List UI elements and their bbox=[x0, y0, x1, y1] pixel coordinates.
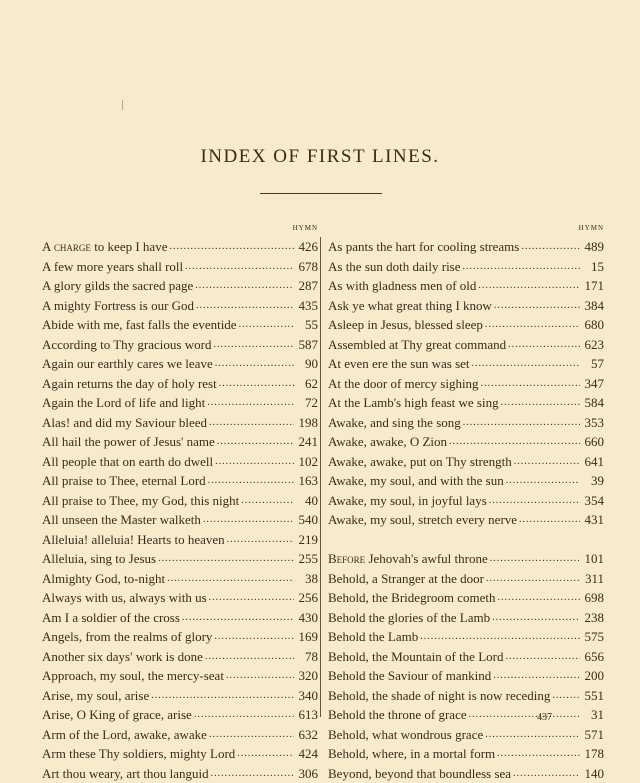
first-line-text: Awake, and sing the song bbox=[328, 413, 461, 433]
dot-leader bbox=[472, 354, 580, 374]
hymn-number: 40 bbox=[296, 491, 318, 511]
index-entry bbox=[328, 705, 604, 725]
hymn-number: 140 bbox=[582, 764, 604, 783]
first-line-text: Art thou weary, art thou languid bbox=[42, 764, 209, 783]
index-entry bbox=[42, 510, 318, 530]
first-line-text: According to Thy gracious word bbox=[42, 335, 211, 355]
dot-leader bbox=[211, 764, 294, 783]
hymn-number: 287 bbox=[296, 276, 318, 296]
first-line-text: Alas! and did my Saviour bleed bbox=[42, 413, 207, 433]
first-line-text: Arm of the Lord, awake, awake bbox=[42, 725, 207, 745]
hymn-number: 256 bbox=[296, 588, 318, 608]
dot-leader bbox=[485, 725, 580, 745]
dot-leader bbox=[213, 335, 294, 355]
dot-leader bbox=[209, 588, 294, 608]
dot-leader bbox=[552, 686, 580, 706]
hymn-number: 431 bbox=[582, 510, 604, 530]
hymn-number: 551 bbox=[582, 686, 604, 706]
dot-leader bbox=[151, 686, 294, 706]
hymn-number: 656 bbox=[582, 647, 604, 667]
hymn-number: 31 bbox=[582, 705, 604, 725]
first-line-text: Asleep in Jesus, blessed sleep bbox=[328, 315, 483, 335]
dot-leader bbox=[196, 296, 294, 316]
hymn-number: 163 bbox=[296, 471, 318, 491]
index-entry bbox=[328, 257, 604, 277]
hymn-number: 90 bbox=[296, 354, 318, 374]
dot-leader bbox=[207, 393, 294, 413]
index-entry bbox=[42, 491, 318, 511]
index-entry bbox=[328, 549, 604, 569]
hymn-number: 575 bbox=[582, 627, 604, 647]
hymn-number: 238 bbox=[582, 608, 604, 628]
index-entry bbox=[328, 432, 604, 452]
dot-leader bbox=[215, 354, 294, 374]
index-entry bbox=[42, 608, 318, 628]
dot-leader bbox=[501, 393, 580, 413]
dot-leader bbox=[489, 491, 580, 511]
hymn-number: 641 bbox=[582, 452, 604, 472]
first-line-text: Alleluia, sing to Jesus bbox=[42, 549, 156, 569]
index-entry bbox=[328, 744, 604, 764]
first-line-text: Awake, my soul, in joyful lays bbox=[328, 491, 487, 511]
index-entry bbox=[42, 686, 318, 706]
first-line-text: Awake, awake, put on Thy strength bbox=[328, 452, 512, 472]
index-entry bbox=[42, 335, 318, 355]
dot-leader bbox=[490, 549, 580, 569]
index-entry bbox=[42, 744, 318, 764]
first-line-text: Behold the throne of grace bbox=[328, 705, 467, 725]
hymn-number: 660 bbox=[582, 432, 604, 452]
first-line-text: Behold, the shade of night is now receding bbox=[328, 686, 550, 706]
hymn-number: 55 bbox=[296, 315, 318, 335]
first-line-text bbox=[328, 549, 488, 569]
dot-leader bbox=[219, 374, 294, 394]
hymn-number: 306 bbox=[296, 764, 318, 783]
hymn-number: 623 bbox=[582, 335, 604, 355]
first-line-text: Again returns the day of holy rest bbox=[42, 374, 217, 394]
first-line-text: Awake, my soul, and with the sun bbox=[328, 471, 504, 491]
dot-leader bbox=[227, 530, 294, 550]
first-line-text: All unseen the Master walketh bbox=[42, 510, 201, 530]
hymn-number: 424 bbox=[296, 744, 318, 764]
hymn-number: 39 bbox=[582, 471, 604, 491]
dot-leader bbox=[506, 471, 580, 491]
index-entry bbox=[42, 452, 318, 472]
index-entry bbox=[42, 705, 318, 725]
hymn-number: 632 bbox=[296, 725, 318, 745]
first-line-text: A few more years shall roll bbox=[42, 257, 183, 277]
first-line-text: Behold, the Bridegroom cometh bbox=[328, 588, 496, 608]
first-line-text: Ask ye what great thing I know bbox=[328, 296, 492, 316]
index-entry bbox=[42, 471, 318, 491]
dot-leader bbox=[194, 705, 294, 725]
first-line-text: Always with us, always with us bbox=[42, 588, 207, 608]
dot-leader bbox=[241, 491, 294, 511]
index-entry bbox=[328, 491, 604, 511]
index-entry bbox=[328, 510, 604, 530]
index-entry bbox=[328, 393, 604, 413]
index-entry bbox=[42, 666, 318, 686]
first-line-text: Abide with me, fast falls the eventide bbox=[42, 315, 237, 335]
index-entry bbox=[42, 354, 318, 374]
index-entry bbox=[42, 374, 318, 394]
dot-leader bbox=[492, 608, 580, 628]
first-line-text: Again the Lord of life and light bbox=[42, 393, 205, 413]
right-column bbox=[328, 224, 604, 783]
index-entry bbox=[42, 530, 318, 550]
hymn-column-header: HYMN bbox=[328, 224, 604, 237]
dot-leader bbox=[493, 666, 580, 686]
index-entry bbox=[42, 276, 318, 296]
index-entry bbox=[328, 374, 604, 394]
first-line-text: Behold the Saviour of mankind bbox=[328, 666, 491, 686]
dot-leader bbox=[478, 276, 580, 296]
index-entry bbox=[328, 354, 604, 374]
first-line-text: As pants the hart for cooling streams bbox=[328, 237, 519, 257]
index-entry bbox=[328, 413, 604, 433]
dot-leader bbox=[513, 764, 580, 783]
rest-of-line: Jehovah's awful throne bbox=[365, 551, 488, 566]
index-entry bbox=[328, 335, 604, 355]
hymn-number: 571 bbox=[582, 725, 604, 745]
dot-leader bbox=[203, 510, 294, 530]
first-line-text: Arise, my soul, arise bbox=[42, 686, 149, 706]
dot-leader bbox=[237, 744, 294, 764]
first-line-text: Another six days' work is done bbox=[42, 647, 203, 667]
index-entry bbox=[42, 413, 318, 433]
hymn-number: 584 bbox=[582, 393, 604, 413]
index-entry bbox=[42, 315, 318, 335]
hymn-number: 353 bbox=[582, 413, 604, 433]
page-title: INDEX OF FIRST LINES. bbox=[0, 146, 640, 168]
index-entry bbox=[328, 471, 604, 491]
dot-leader bbox=[420, 627, 580, 647]
first-line-text: All praise to Thee, eternal Lord bbox=[42, 471, 206, 491]
hymn-number: 680 bbox=[582, 315, 604, 335]
rest-of-line: to keep I have bbox=[91, 239, 168, 254]
first-line-text: Arise, O King of grace, arise bbox=[42, 705, 192, 725]
hymn-number: 354 bbox=[582, 491, 604, 511]
dot-leader bbox=[481, 374, 580, 394]
hymn-number: 198 bbox=[296, 413, 318, 433]
first-line-text: Behold, the Mountain of the Lord bbox=[328, 647, 503, 667]
dot-leader bbox=[158, 549, 294, 569]
left-column bbox=[42, 224, 318, 783]
dot-leader bbox=[217, 432, 294, 452]
first-line-text: At even ere the sun was set bbox=[328, 354, 470, 374]
hymn-number: 72 bbox=[296, 393, 318, 413]
dot-leader bbox=[195, 276, 294, 296]
index-entry bbox=[328, 296, 604, 316]
first-line-text: Arm these Thy soldiers, mighty Lord bbox=[42, 744, 235, 764]
hymn-column-header: HYMN bbox=[42, 224, 318, 237]
index-entry bbox=[328, 608, 604, 628]
hymn-number: 101 bbox=[582, 549, 604, 569]
first-line-text: Almighty God, to-night bbox=[42, 569, 165, 589]
first-line-text: Behold the glories of the Lamb bbox=[328, 608, 490, 628]
first-line-text: Approach, my soul, the mercy-seat bbox=[42, 666, 224, 686]
first-line-text: Am I a soldier of the cross bbox=[42, 608, 180, 628]
first-line-text: Alleluia! alleluia! Hearts to heaven bbox=[42, 530, 225, 550]
hymn-number: 489 bbox=[582, 237, 604, 257]
dot-leader bbox=[185, 257, 294, 277]
first-line-text: Behold, a Stranger at the door bbox=[328, 569, 484, 589]
index-entry bbox=[328, 237, 604, 257]
dot-leader bbox=[463, 413, 580, 433]
first-line-text: All people that on earth do dwell bbox=[42, 452, 213, 472]
first-line-text: At the door of mercy sighing bbox=[328, 374, 479, 394]
dot-leader bbox=[508, 335, 580, 355]
first-line-text: A mighty Fortress is our God bbox=[42, 296, 194, 316]
first-word: Before bbox=[328, 551, 365, 566]
index-entry bbox=[42, 257, 318, 277]
hymn-number: 678 bbox=[296, 257, 318, 277]
dot-leader bbox=[498, 588, 580, 608]
dot-leader bbox=[463, 257, 580, 277]
index-entry bbox=[328, 569, 604, 589]
dot-leader bbox=[215, 452, 294, 472]
index-entry bbox=[42, 432, 318, 452]
hymn-number: 587 bbox=[296, 335, 318, 355]
dot-leader bbox=[209, 725, 294, 745]
hymn-number: 540 bbox=[296, 510, 318, 530]
dot-leader bbox=[169, 237, 294, 257]
index-entry bbox=[328, 588, 604, 608]
hymn-number: 311 bbox=[582, 569, 604, 589]
index-entry bbox=[328, 666, 604, 686]
index-entry bbox=[42, 569, 318, 589]
first-line-text: Assembled at Thy great command bbox=[328, 335, 506, 355]
hymn-number: 200 bbox=[582, 666, 604, 686]
index-entry bbox=[328, 764, 604, 783]
index-entry bbox=[328, 452, 604, 472]
hymn-number: 38 bbox=[296, 569, 318, 589]
first-line-text: A glory gilds the sacred page bbox=[42, 276, 193, 296]
title-rule bbox=[260, 193, 382, 194]
hymn-number: 15 bbox=[582, 257, 604, 277]
hymn-number: 78 bbox=[296, 647, 318, 667]
first-line-text: As with gladness men of old bbox=[328, 276, 476, 296]
first-line-text: Beyond, beyond that boundless sea bbox=[328, 764, 511, 783]
dot-leader bbox=[214, 627, 294, 647]
page-number: 437 bbox=[537, 712, 552, 723]
hymn-number: 62 bbox=[296, 374, 318, 394]
dot-leader bbox=[469, 705, 580, 725]
hymn-number: 57 bbox=[582, 354, 604, 374]
dot-leader bbox=[208, 471, 294, 491]
index-entry bbox=[42, 588, 318, 608]
hymn-number: 426 bbox=[296, 237, 318, 257]
hymn-number: 435 bbox=[296, 296, 318, 316]
hymn-number: 171 bbox=[582, 276, 604, 296]
hymn-number: 241 bbox=[296, 432, 318, 452]
index-entry bbox=[42, 237, 318, 257]
index-entry bbox=[328, 276, 604, 296]
ink-mark bbox=[122, 100, 123, 110]
first-line-text: At the Lamb's high feast we sing bbox=[328, 393, 499, 413]
dot-leader bbox=[209, 413, 294, 433]
dot-leader bbox=[505, 647, 580, 667]
index-entry bbox=[42, 764, 318, 783]
dot-leader bbox=[182, 608, 294, 628]
first-line-text: As the sun doth daily rise bbox=[328, 257, 461, 277]
section-gap bbox=[328, 530, 604, 550]
first-line-text: All hail the power of Jesus' name bbox=[42, 432, 215, 452]
first-line-text bbox=[42, 237, 167, 257]
first-line-text: Behold, where, in a mortal form bbox=[328, 744, 495, 764]
hymn-number: 698 bbox=[582, 588, 604, 608]
index-entry bbox=[42, 647, 318, 667]
hymn-number: 347 bbox=[582, 374, 604, 394]
column-separator bbox=[320, 237, 321, 717]
index-entry bbox=[42, 393, 318, 413]
index-entry bbox=[42, 725, 318, 745]
dot-leader bbox=[519, 510, 580, 530]
dot-leader bbox=[239, 315, 294, 335]
first-line-text: Awake, my soul, stretch every nerve bbox=[328, 510, 517, 530]
first-line-text: All praise to Thee, my God, this night bbox=[42, 491, 239, 511]
hymn-number: 178 bbox=[582, 744, 604, 764]
index-entry bbox=[328, 647, 604, 667]
index-entry bbox=[42, 549, 318, 569]
first-line-text: Angels, from the realms of glory bbox=[42, 627, 212, 647]
first-line-text: Again our earthly cares we leave bbox=[42, 354, 213, 374]
dot-leader bbox=[497, 744, 580, 764]
index-entry bbox=[328, 315, 604, 335]
first-line-text: Behold the Lamb bbox=[328, 627, 418, 647]
index-entry bbox=[328, 627, 604, 647]
dot-leader bbox=[167, 569, 294, 589]
hymn-number: 384 bbox=[582, 296, 604, 316]
dot-leader bbox=[486, 569, 580, 589]
dot-leader bbox=[449, 432, 580, 452]
dot-leader bbox=[226, 666, 294, 686]
first-line-text: Behold, what wondrous grace bbox=[328, 725, 483, 745]
dot-leader bbox=[205, 647, 294, 667]
index-entry bbox=[42, 296, 318, 316]
dot-leader bbox=[494, 296, 580, 316]
hymn-number: 613 bbox=[296, 705, 318, 725]
first-word: A charge bbox=[42, 239, 91, 254]
hymn-number: 169 bbox=[296, 627, 318, 647]
first-line-text: Awake, awake, O Zion bbox=[328, 432, 447, 452]
hymn-number: 320 bbox=[296, 666, 318, 686]
index-entry bbox=[328, 686, 604, 706]
index-entry bbox=[42, 627, 318, 647]
index-entry bbox=[328, 725, 604, 745]
hymn-number: 219 bbox=[296, 530, 318, 550]
dot-leader bbox=[514, 452, 580, 472]
dot-leader bbox=[485, 315, 580, 335]
hymn-number: 102 bbox=[296, 452, 318, 472]
hymn-number: 340 bbox=[296, 686, 318, 706]
hymn-number: 255 bbox=[296, 549, 318, 569]
hymn-number: 430 bbox=[296, 608, 318, 628]
dot-leader bbox=[521, 237, 580, 257]
